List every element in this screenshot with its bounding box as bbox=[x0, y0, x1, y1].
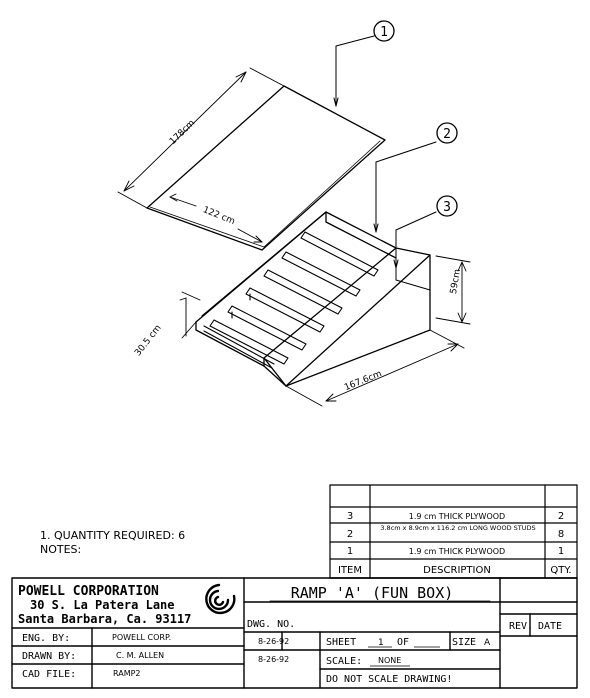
quantity-note: 1. QUANTITY REQUIRED: 6 bbox=[40, 529, 186, 542]
company-logo-icon bbox=[206, 585, 234, 613]
company-address-2: Santa Barbara, Ca. 93117 bbox=[18, 612, 192, 626]
company-address-1: 30 S. La Patera Lane bbox=[30, 598, 175, 612]
callout-label-2: 2 bbox=[443, 127, 451, 142]
bom-item-1: 1 bbox=[346, 546, 354, 557]
callout-leaders bbox=[334, 36, 436, 268]
bom-header-description: DESCRIPTION bbox=[423, 565, 491, 576]
date-label: DATE bbox=[538, 621, 563, 632]
drawing-title: RAMP 'A' (FUN BOX) bbox=[290, 584, 454, 602]
callout-label-3: 3 bbox=[443, 200, 451, 215]
bom-desc-2: 3.8cm x 8.9cm x 116.2 cm LONG WOOD STUDS bbox=[380, 524, 536, 532]
rev-label: REV. bbox=[509, 621, 534, 632]
eng-date-value: 8-26-92 bbox=[258, 637, 290, 646]
dimension-122-label: 122 cm bbox=[201, 205, 237, 228]
eng-by-label: ENG. BY: bbox=[22, 633, 71, 644]
dimension-59-label: 59cm bbox=[448, 268, 464, 295]
size-value: A bbox=[484, 638, 491, 648]
scale-label: SCALE: bbox=[326, 656, 363, 667]
of-label: OF bbox=[397, 637, 410, 648]
bom-qty-3: 2 bbox=[557, 511, 565, 522]
dimension-178-lines bbox=[118, 68, 284, 208]
bom-header-item: ITEM bbox=[337, 565, 363, 576]
drawn-by-label: DRAWN BY: bbox=[22, 651, 77, 662]
notes-label: NOTES: bbox=[40, 543, 82, 556]
scale-warning: DO NOT SCALE DRAWING! bbox=[326, 674, 453, 685]
bom-qty-2: 8 bbox=[557, 529, 565, 540]
bom-desc-3: 1.9 cm THICK PLYWOOD bbox=[408, 512, 506, 521]
bom-header-qty: QTY. bbox=[550, 565, 572, 576]
dimension-167-lines bbox=[286, 330, 464, 406]
company-name: POWELL CORPORATION bbox=[18, 584, 159, 599]
drawn-by-value: C. M. ALLEN bbox=[116, 651, 165, 660]
bom-item-3: 3 bbox=[346, 511, 354, 522]
sheet-number: 1 bbox=[378, 638, 384, 648]
dwg-no-label: DWG. NO. bbox=[247, 619, 296, 630]
callout-label-1: 1 bbox=[380, 25, 388, 40]
top-panel-part bbox=[147, 86, 385, 250]
sheet-label: SHEET bbox=[326, 637, 357, 648]
dimension-167-label: 167.6cm bbox=[343, 369, 384, 394]
cad-file-value: RAMP2 bbox=[113, 669, 141, 678]
size-label: SIZE bbox=[452, 637, 477, 648]
dimension-30-label: 30.5 cm bbox=[133, 323, 164, 359]
bom-qty-1: 1 bbox=[557, 546, 565, 557]
bom-item-2: 2 bbox=[346, 529, 354, 540]
cad-file-label: CAD FILE: bbox=[22, 669, 77, 680]
drawn-date-value: 8-26-92 bbox=[258, 655, 290, 664]
scale-value: NONE bbox=[378, 656, 402, 665]
bom-desc-1: 1.9 cm THICK PLYWOOD bbox=[408, 547, 506, 556]
dimension-178-label: 178cm bbox=[168, 118, 198, 147]
eng-by-value: POWELL CORP. bbox=[112, 633, 172, 642]
